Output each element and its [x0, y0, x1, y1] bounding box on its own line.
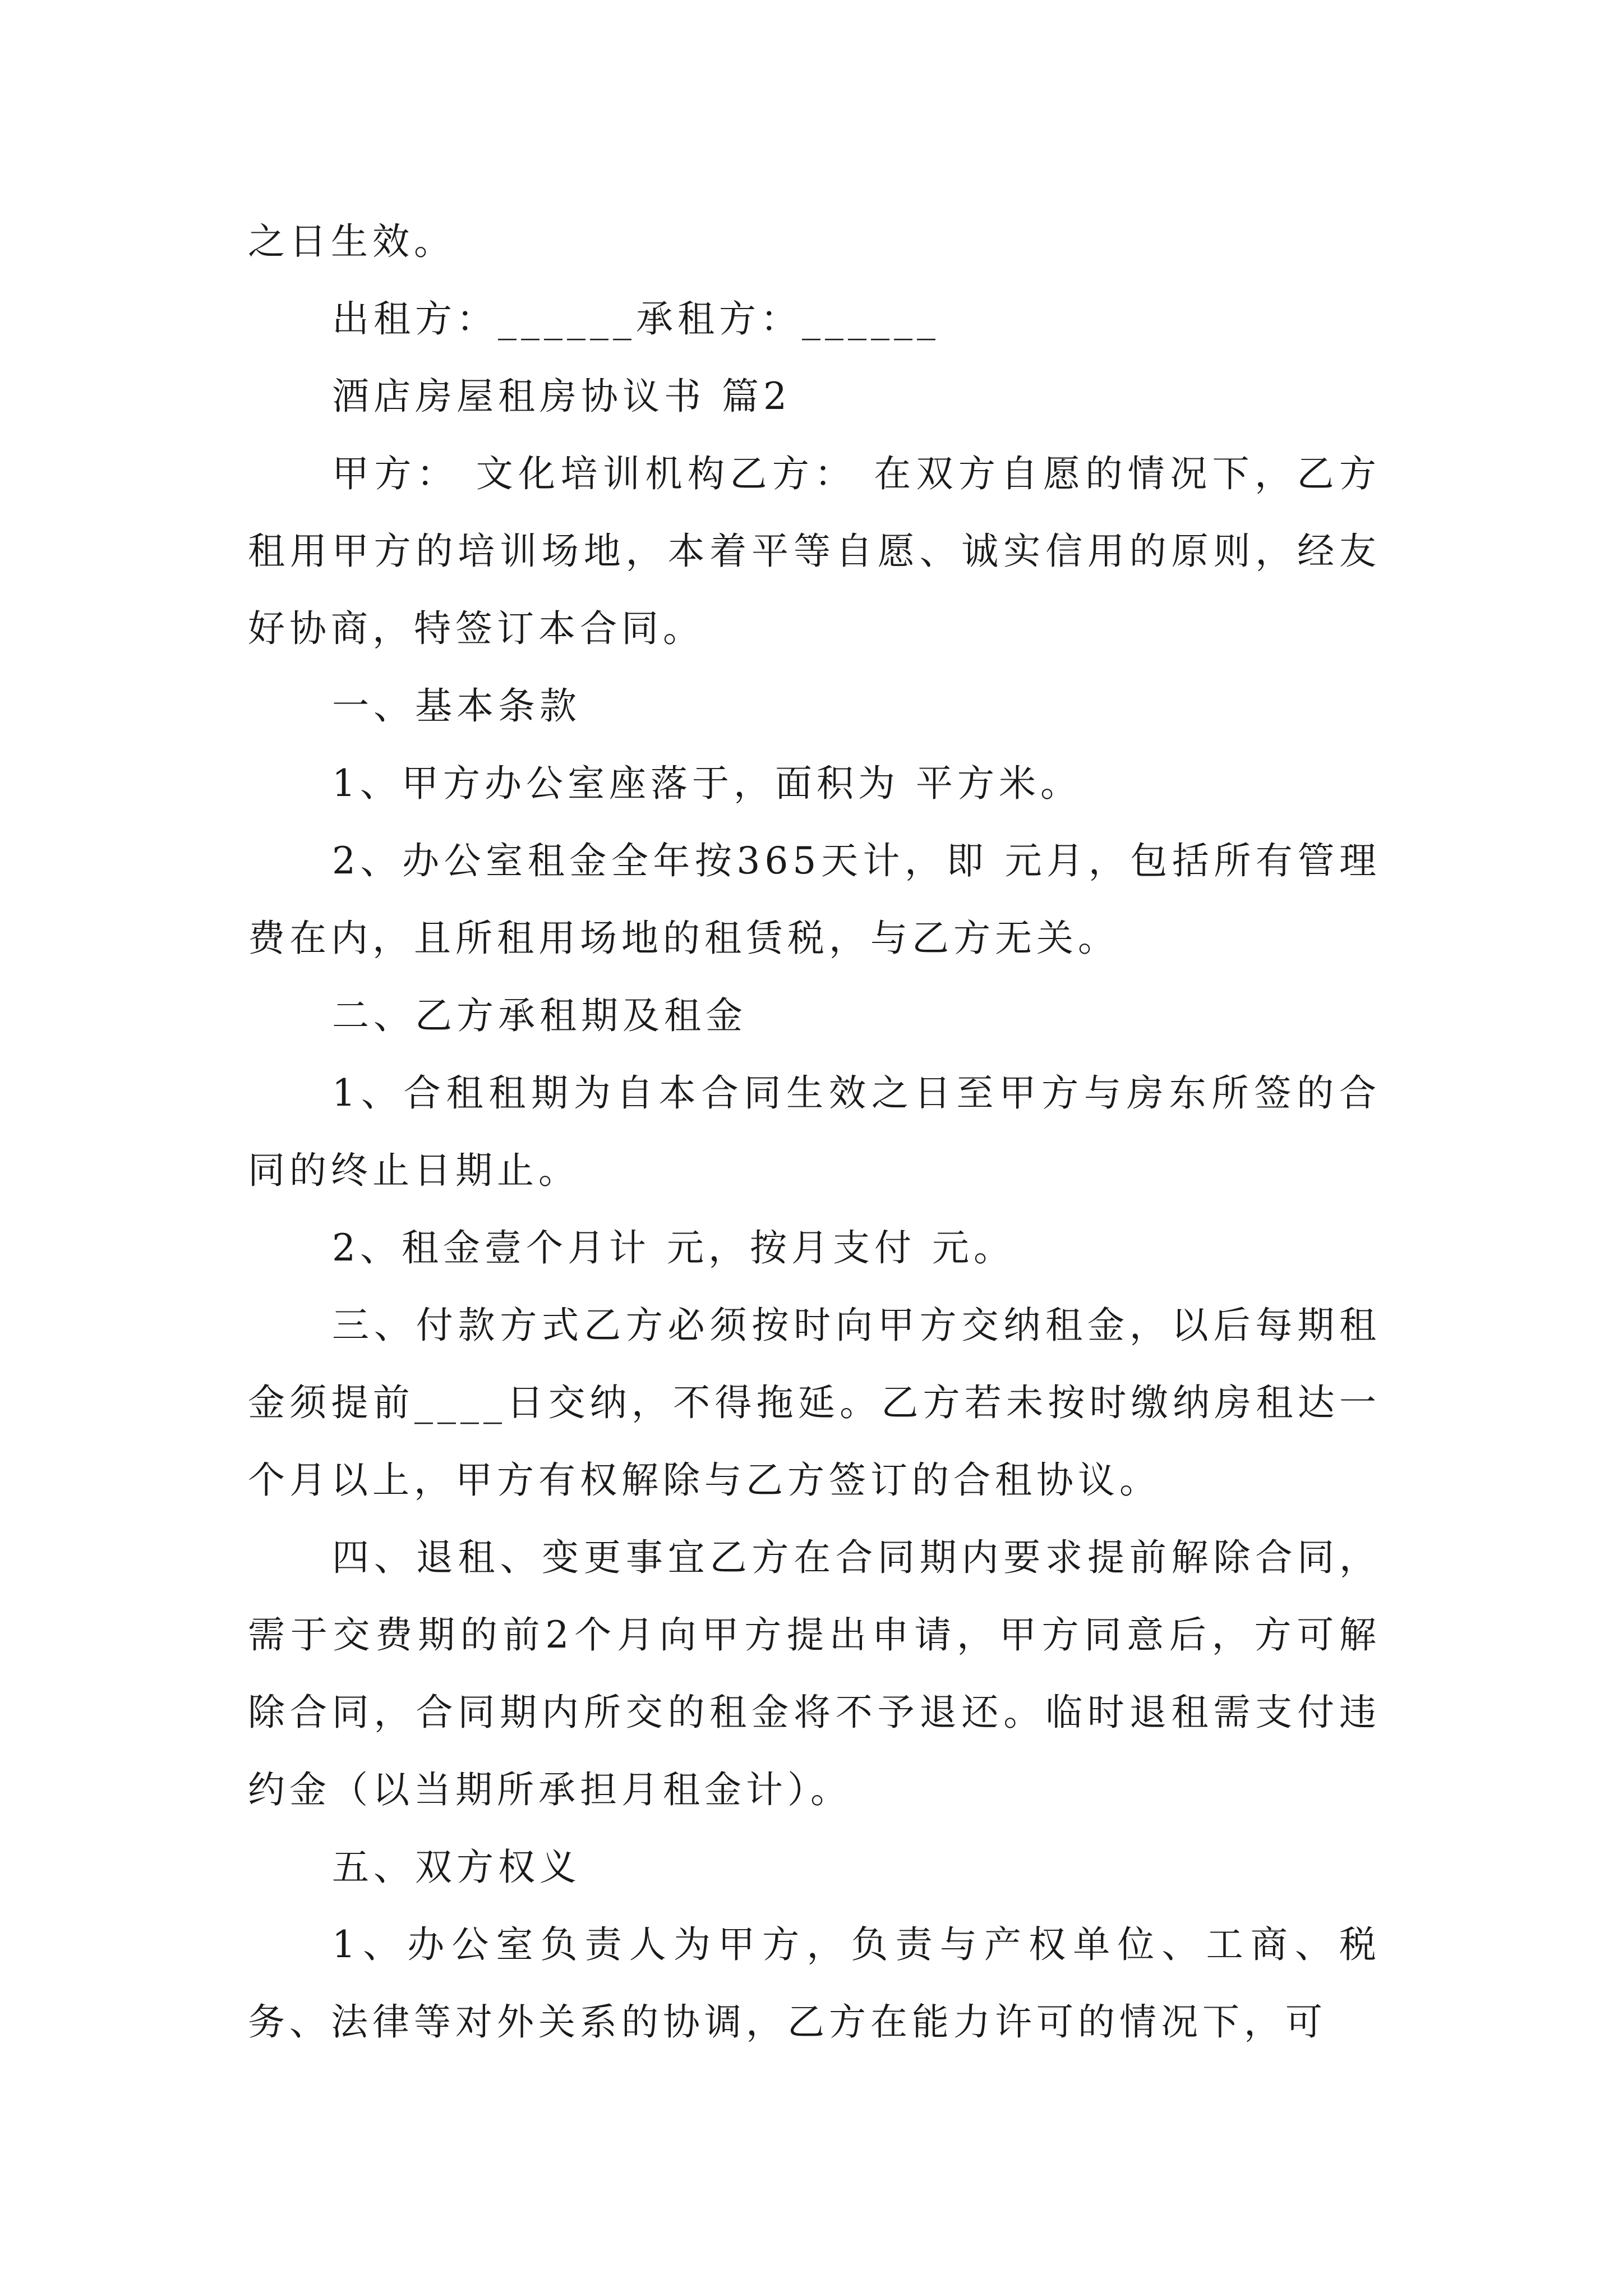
clause-1-1: 1、甲方办公室座落于，面积为 平方米。 — [332, 762, 1082, 805]
clause-payment: 三、付款方式乙方必须按时向甲方交纳租金，以后每期租金须提前____日交纳，不得拖延。乙方若未按时缴纳房租达一个月以上，甲方有权解除与乙方签订的合租协议。 — [248, 1304, 1381, 1502]
clause-termination: 四、退租、变更事宜乙方在合同期内要求提前解除合同，需于交费期的前2个月向甲方提出申请，甲方同意后，方可解除合同，合同期内所交的租金将不予退还。临时退租需支付违约金（以当期所承担月租金计）。 — [248, 1536, 1381, 1811]
document-body — [248, 203, 1381, 2061]
paragraph-section-title: 酒店房屋租房协议书 篇2 — [332, 375, 791, 418]
paragraph-signature-line: 出租方：______承租方：______ — [332, 297, 940, 341]
clause-5-1: 1、办公室负责人为甲方，负责与产权单位、工商、税务、法律等对外关系的协调，乙方在能力许可的情况下，可 — [248, 1923, 1381, 2044]
heading-lease-term: 二、乙方承租期及租金 — [332, 994, 747, 1037]
paragraph-continuation: 之日生效。 — [248, 220, 455, 263]
heading-rights-obligations: 五、双方权义 — [332, 1846, 581, 1889]
clause-2-1: 1、合租租期为自本合同生效之日至甲方与房东所签的合同的终止日期止。 — [248, 1071, 1381, 1192]
clause-1-2: 2、办公室租金全年按365天计，即 元月，包括所有管理费在内，且所租用场地的租赁税，与乙方无关。 — [248, 839, 1381, 960]
paragraph-parties: 甲方： 文化培训机构乙方： 在双方自愿的情况下，乙方租用甲方的培训场地，本着平等自愿、诚实信用的原则，经友好协商，特签订本合同。 — [248, 452, 1381, 650]
clause-2-2: 2、租金壹个月计 元，按月支付 元。 — [332, 1226, 1015, 1269]
heading-basic-terms: 一、基本条款 — [332, 684, 581, 728]
